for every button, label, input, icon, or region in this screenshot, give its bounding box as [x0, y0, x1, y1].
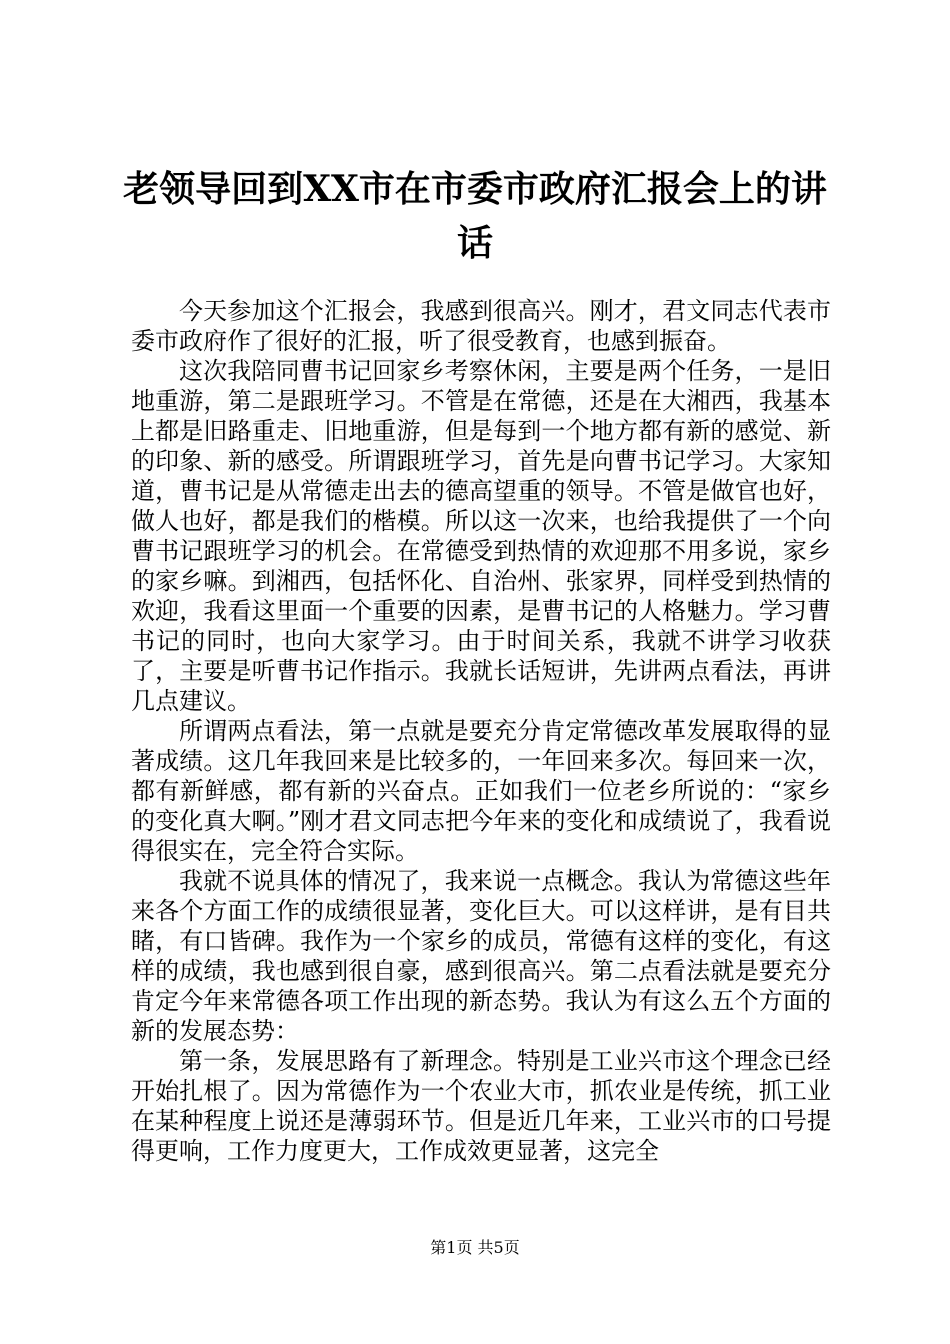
- title-line-2: 话: [456, 222, 493, 264]
- paragraph: 所谓两点看法，第一点就是要充分肯定常德改革发展取得的显著成绩。这几年我回来是比较多的，一年回来多次。每回来一次，都有新鲜感，都有新的兴奋点。正如我们一位老乡所说的：“家乡的变化真大啊。”刚才君文同志把今年来的变化和成绩说了，我看说得很实在，完全符合实际。: [131, 717, 831, 865]
- document-body: [131, 296, 831, 1166]
- paragraph: 今天参加这个汇报会，我感到很高兴。刚才，君文同志代表市委市政府作了很好的汇报，听了很受教育，也感到振奋。: [131, 297, 831, 355]
- paragraph: 第一条，发展思路有了新理念。特别是工业兴市这个理念已经开始扎根了。因为常德作为一个农业大市，抓农业是传统，抓工业在某种程度上说还是薄弱环节。但是近几年来，工业兴市的口号提得更响，工作力度更大，工作成效更显著，这完全: [131, 1047, 831, 1165]
- paragraph: 我就不说具体的情况了，我来说一点概念。我认为常德这些年来各个方面工作的成绩很显著，变化巨大。可以这样讲，是有目共睹，有口皆碑。我作为一个家乡的成员，常德有这样的变化，有这样的成绩，我也感到很自豪，感到很高兴。第二点看法就是要充分肯定今年来常德各项工作出现的新态势。我认为有这么五个方面的新的发展态势：: [131, 867, 831, 1045]
- paragraph: 这次我陪同曹书记回家乡考察休闲，主要是两个任务，一是旧地重游，第二是跟班学习。不管是在常德，还是在大湘西，我基本上都是旧路重走、旧地重游，但是每到一个地方都有新的感觉、新的印象、新的感受。所谓跟班学习，首先是向曹书记学习。大家知道，曹书记是从常德走出去的德高望重的领导。不管是做官也好，做人也好，都是我们的楷模。所以这一次来，也给我提供了一个向曹书记跟班学习的机会。在常德受到热情的欢迎那不用多说，家乡的家乡嘛。到湘西，包括怀化、自治州、张家界，同样受到热情的欢迎，我看这里面一个重要的因素，是曹书记的人格魅力。学习曹书记的同时，也向大家学习。由于时间关系，我就不讲学习收获了，主要是听曹书记作指示。我就长话短讲，先讲两点看法，再讲几点建议。: [131, 357, 831, 715]
- page-footer: 第1页 共5页: [430, 1238, 520, 1257]
- title-line-1: 老领导回到XX市在市委市政府汇报会上的讲: [123, 168, 827, 210]
- document-title: [100, 162, 850, 270]
